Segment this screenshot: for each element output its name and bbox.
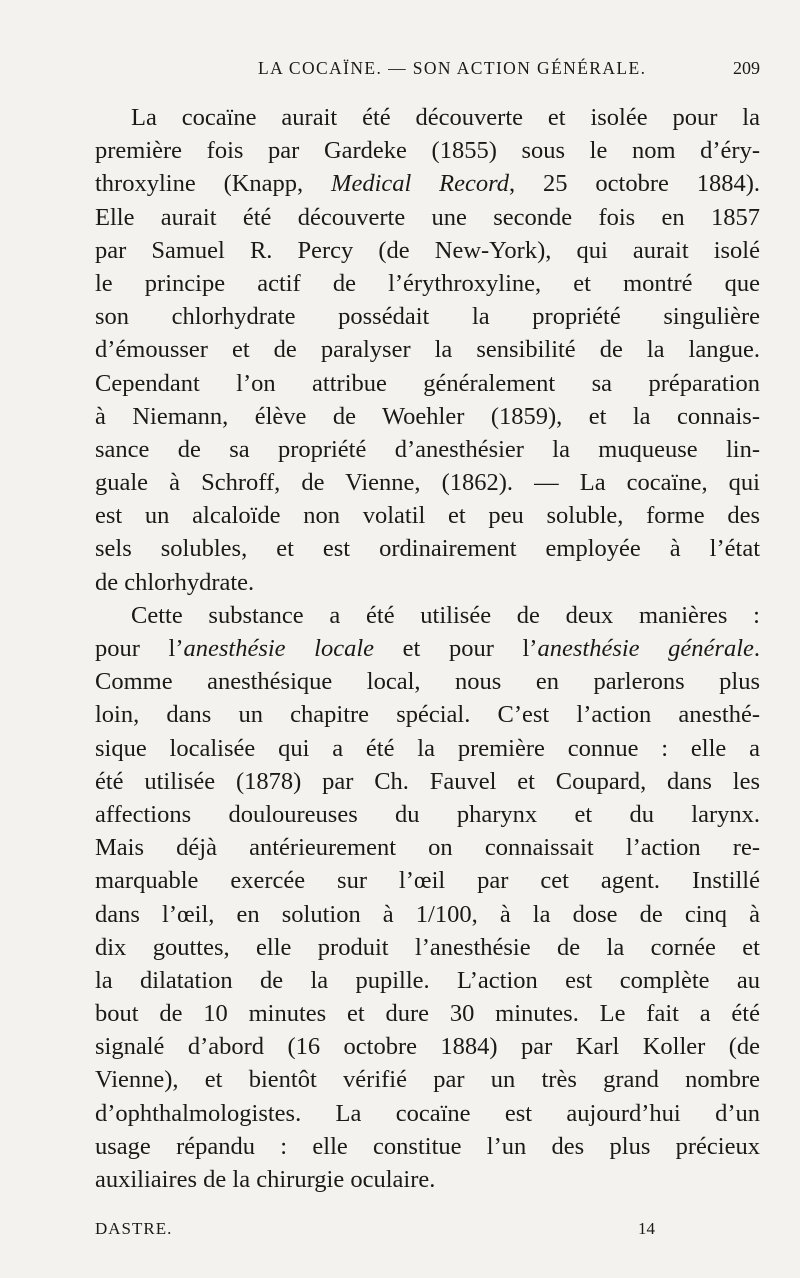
body-text [95,101,760,1196]
signature-mark: DASTRE. [95,1219,173,1238]
text-line: le principe actif de l’érythroxyline, et montré que [95,269,760,297]
text-line: marquable exercée sur l’œil par cet agent. Instillé [95,867,760,895]
text-line-with-emphasis [95,632,760,665]
text-line: de chlorhydrate. [95,568,255,596]
text-line: Mais déjà antérieurement on connaissait l’action re- [95,834,760,862]
text-line: son chlorhydrate possédait la propriété singulière [95,303,760,331]
text-line: La cocaïne aurait été découverte et isolée pour la [131,104,760,131]
text-line: la dilatation de la pupille. L’action est complète au [95,966,760,994]
text-segment: , 25 octobre 1884). [509,170,760,198]
text-line: Elle aurait été découverte une seconde fois en 1857 [95,203,760,231]
text-line: Cette substance a été utilisée de deux manières : [131,601,760,629]
text-line: est un alcaloïde non volatil et peu soluble, forme des [95,502,760,530]
page-number: 209 [733,58,760,78]
sheet-number: 14 [638,1219,655,1238]
text-line: première fois par Gardeke (1855) sous le nom d’éry- [95,137,760,165]
text-line: Comme anesthésique local, nous en parlerons plus [95,668,760,696]
text-line: d’ophthalmologistes. La cocaïne est aujourd’hui d’un [95,1099,760,1127]
text-line: usage répandu : elle constitue l’un des plus précieux [95,1132,760,1160]
text-line: loin, dans un chapitre spécial. C’est l’action anesthé- [95,701,760,729]
text-line: sance de sa propriété d’anesthésier la muqueuse lin- [95,435,760,463]
text-line: Cependant l’on attribue généralement sa préparation [95,369,760,397]
running-head [100,58,760,82]
text-line: affections douloureuses du pharynx et du larynx. [95,800,760,828]
text-line: sique localisée qui a été la première connue : elle a [95,734,760,762]
emphasis-term: anesthésie locale [183,635,375,662]
page-footer [95,1219,655,1241]
text-line: dix gouttes, elle produit l’anesthésie de la cornée et [95,933,760,961]
journal-title: Medical Record [331,170,510,198]
text-line: Vienne), et bientôt vérifié par un très grand nombre [95,1066,760,1094]
text-line: bout de 10 minutes et dure 30 minutes. Le fait a été [95,1000,760,1028]
text-line: signalé d’abord (16 octobre 1884) par Karl Koller (de [95,1033,760,1061]
text-line-with-citation [95,167,760,200]
text-line: sels solubles, et est ordinairement employée à l’état [95,535,760,563]
text-line: dans l’œil, en solution à 1/100, à la dose de cinq à [95,900,760,928]
text-segment: . [753,635,761,662]
text-line: par Samuel R. Percy (de New-York), qui aurait isolé [95,236,760,264]
running-head-title: LA COCAÏNE. — SON ACTION GÉNÉRALE. [258,58,647,78]
text-segment: et pour l’ [374,635,538,662]
text-line: à Niemann, élève de Woehler (1859), et la connais- [95,402,760,430]
text-segment: throxyline (Knapp, [95,170,332,198]
text-line: guale à Schroff, de Vienne, (1862). — La cocaïne, qui [95,469,760,497]
text-line: été utilisée (1878) par Ch. Fauvel et Coupard, dans les [95,767,760,795]
text-segment: pour l’ [95,635,184,662]
emphasis-term: anesthésie générale [537,635,754,662]
text-line: auxiliaires de la chirurgie oculaire. [95,1166,436,1193]
text-line: d’émousser et de paralyser la sensibilité de la langue. [95,336,760,364]
